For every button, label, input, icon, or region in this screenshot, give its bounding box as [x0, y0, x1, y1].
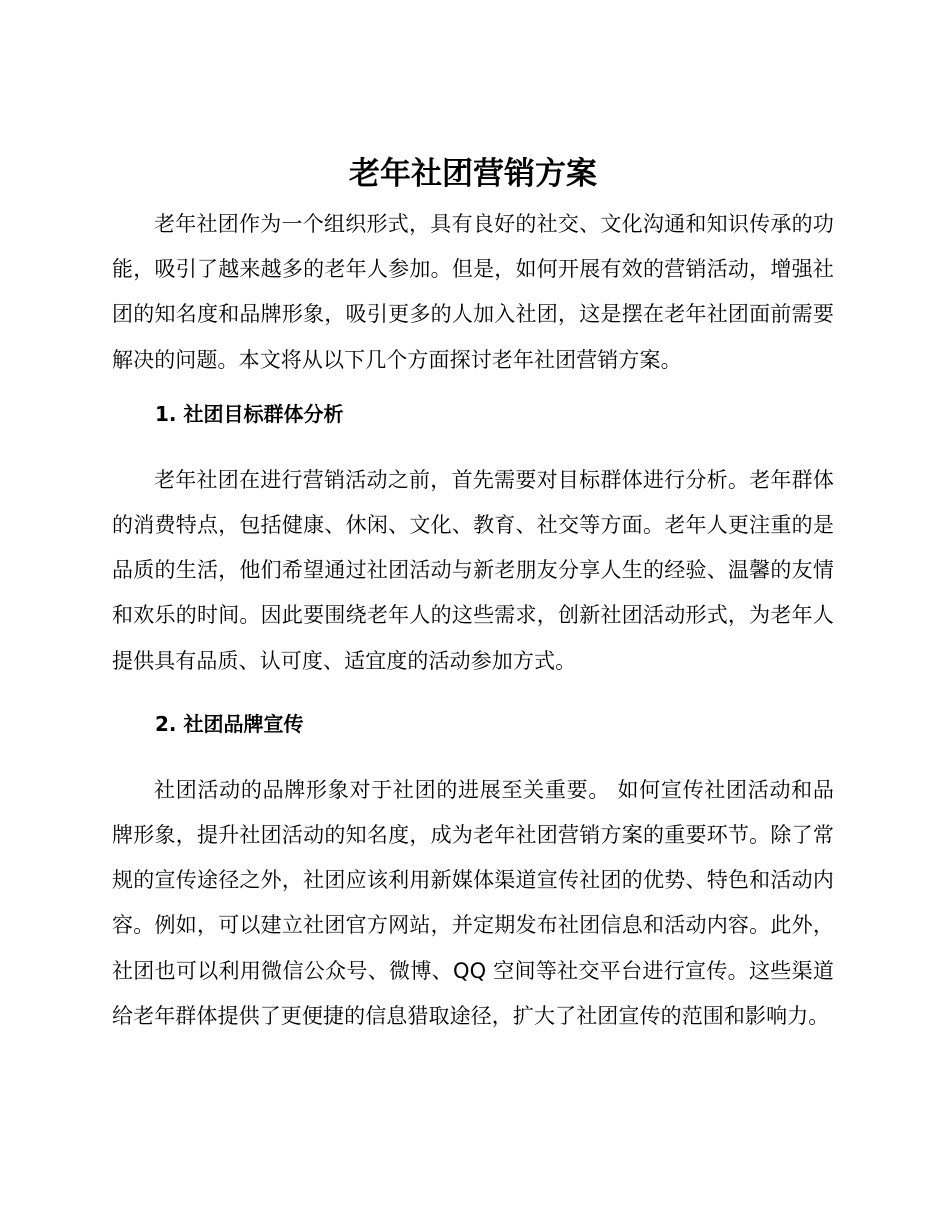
section-body-target-group: 老年社团在进行营销活动之前，首先需要对目标群体进行分析。老年群体的消费特点，包括健康、休闲、文化、教育、社交等方面。老年人更注重的是品质的生活，他们希望通过社团活动与新老朋友分享人生的经验、温馨的友情和欢乐的时间。因此要围绕老年人的这些需求，创新社团活动形式，为老年人提供具有品质、认可度、适宜度的活动参加方式。	[112, 467, 834, 673]
section-body-brand-promotion: 社团活动的品牌形象对于社团的进展至关重要。 如何宣传社团活动和品牌形象，提升社团活动的知名度，成为老年社团营销方案的重要环节。除了常规的宣传途径之外，社团应该利用新媒体渠道宣传社团的优势、特色和活动内容。例如，可以建立社团官方网站，并定期发布社团信息和活动内容。此外，社团也可以利用微信公众号、微博、QQ 空间等社交平台进行宣传。这些渠道给老年群体提供了更便捷的信息猎取途径，扩大了社团宣传的范围和影响力。	[112, 777, 834, 1028]
intro-paragraph: 老年社团作为一个组织形式，具有良好的社交、文化沟通和知识传承的功能，吸引了越来越多的老年人参加。但是，如何开展有效的营销活动，增强社团的知名度和品牌形象，吸引更多的人加入社团，这是摆在老年社团面前需要解决的问题。本文将从以下几个方面探讨老年社团营销方案。	[112, 212, 834, 372]
section-heading-target-group: 1. 社团目标群体分析	[155, 401, 344, 426]
section-heading-brand-promotion: 2. 社团品牌宣传	[155, 711, 304, 736]
document-page	[112, 146, 834, 1039]
document-title: 老年社团营销方案	[349, 156, 597, 192]
